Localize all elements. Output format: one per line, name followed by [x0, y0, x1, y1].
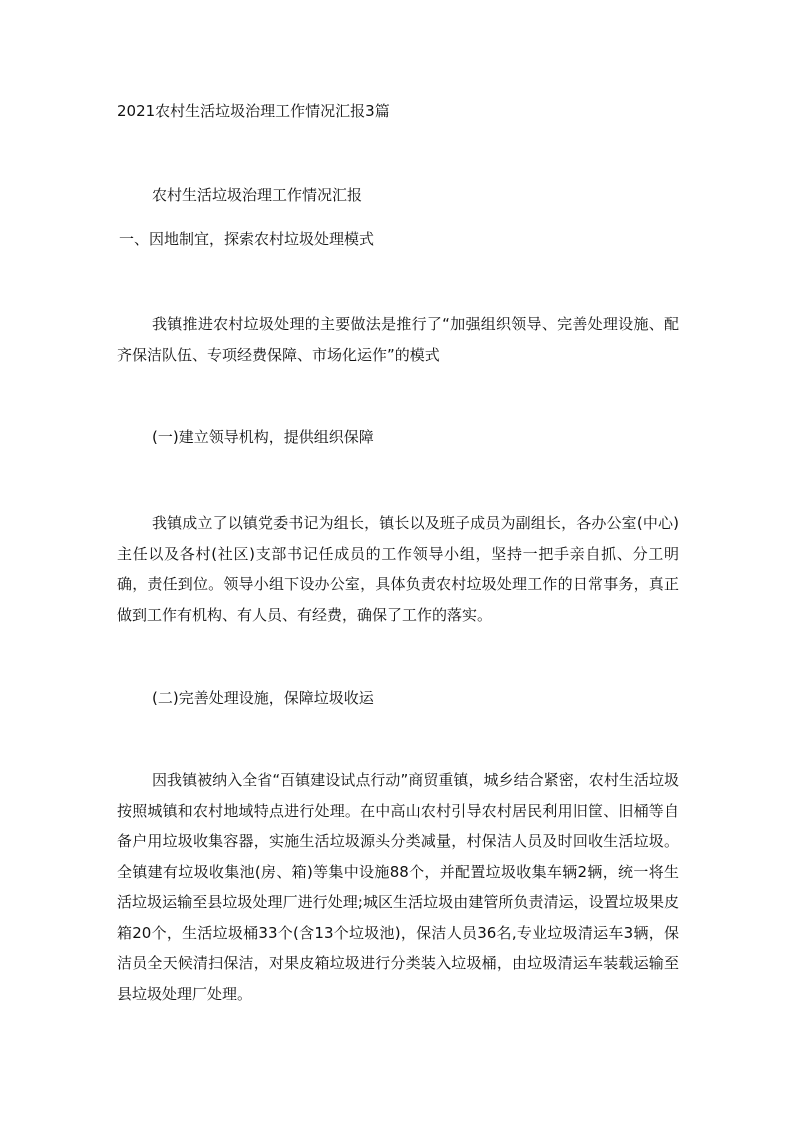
paragraph-2: 我镇成立了以镇党委书记为组长，镇长以及班子成员为副组长，各办公室(中心)主任以及各村(社区)支部书记任成员的工作领导小组，坚持一把手亲自抓、分工明确，责任到位。领导小组下设办公室，具体负责农村垃圾处理工作的日常事务，真正做到工作有机构、有人员、有经费，确保了工作的落实。	[117, 514, 679, 624]
document-title: 2021农村生活垃圾治理工作情况汇报3篇	[117, 102, 390, 120]
subsection-heading-2: (二)完善处理设施，保障垃圾收运	[152, 689, 374, 707]
paragraph-3: 因我镇被纳入全省“百镇建设试点行动”商贸重镇，城乡结合紧密，农村生活垃圾按照城镇和农村地域特点进行处理。在中高山农村引导农村居民利用旧筐、旧桶等自备户用垃圾收集容器，实施生活垃圾源头分类减量，村保洁人员及时回收生活垃圾。全镇建有垃圾收集池(房、箱)等集中设施88个，并配置垃圾收集车辆2辆，统一将生活垃圾运输至县垃圾处理厂进行处理;城区生活垃圾由建管所负责清运，设置垃圾果皮箱20个，生活垃圾桶33个(含13个垃圾池)，保洁人员36名,专业垃圾清运车3辆，保洁员全天候清扫保洁，对果皮箱垃圾进行分类装入垃圾桶，由垃圾清运车装载运输至县垃圾处理厂处理。	[117, 771, 679, 1003]
paragraph-1: 我镇推进农村垃圾处理的主要做法是推行了“加强组织领导、完善处理设施、配齐保洁队伍、专项经费保障、市场化运作”的模式	[117, 315, 679, 364]
document-subtitle: 农村生活垃圾治理工作情况汇报	[152, 186, 363, 204]
section-heading-1: 一、因地制宜，探索农村垃圾处理模式	[119, 230, 375, 248]
subsection-heading-1: (一)建立领导机构，提供组织保障	[152, 428, 374, 446]
